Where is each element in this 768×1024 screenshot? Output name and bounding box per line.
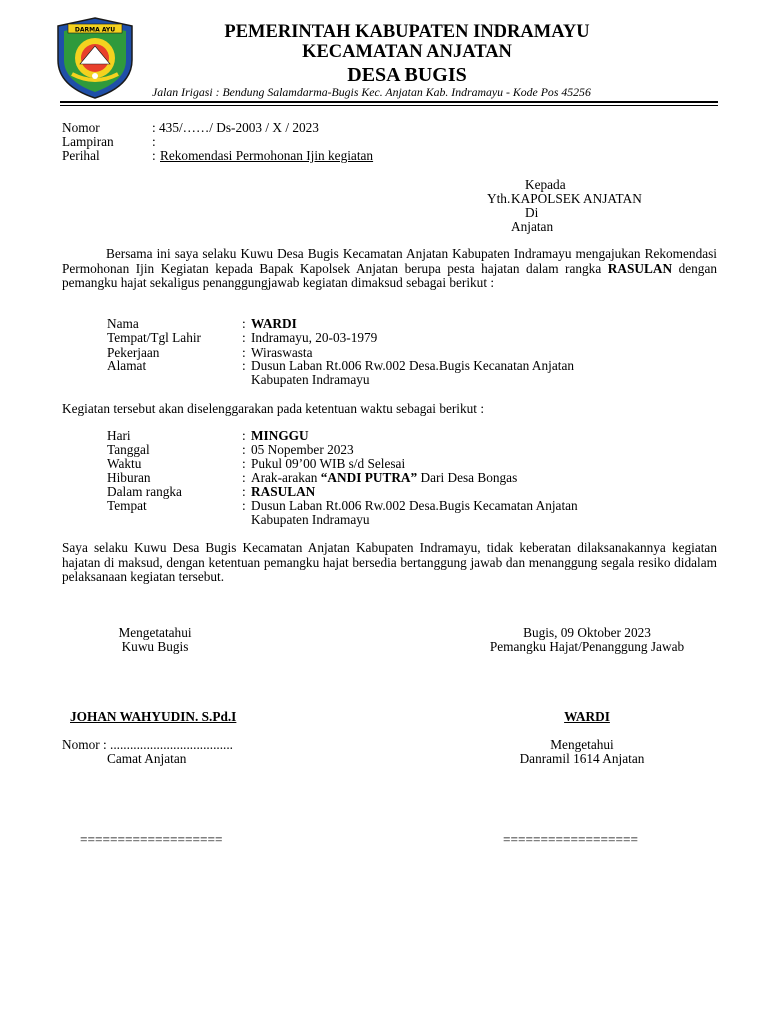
perihal-colon: :	[152, 148, 156, 163]
right-mengetahui: Mengetahui	[550, 737, 614, 752]
ttl-label: Tempat/Tgl Lahir	[107, 330, 201, 345]
recipient-place: Anjatan	[511, 219, 554, 234]
recipient-yth: Yth.	[487, 191, 511, 206]
right-title2: Pemangku Hajat/Penanggung Jawab	[489, 639, 685, 654]
left-camat: Camat Anjatan	[107, 751, 187, 766]
waktu-value: Pukul 09’00 WIB s/d Selesai	[251, 456, 406, 471]
tempat-value: Dusun Laban Rt.006 Rw.002 Desa.Bugis Kecamatan Anjatan	[251, 498, 578, 513]
intro-text-1: Bersama ini saya selaku Kuwu Desa Bugis Kecamatan Anjatan Kabupaten Indramayu mengajukan Rekomendasi Permohonan Ijin Kegiatan kepada Bapak Kapolsek Anjatan berupa pesta hajatan dalam rangka	[62, 246, 717, 276]
left-signer-name: JOHAN WAHYUDIN. S.Pd.I	[70, 709, 237, 724]
pekerjaan-label: Pekerjaan	[107, 345, 160, 360]
pekerjaan-value: Wiraswasta	[251, 345, 313, 360]
waktu-colon: :	[242, 456, 246, 471]
letterhead-line3: DESA BUGIS	[347, 64, 467, 86]
hiburan-colon: :	[242, 470, 246, 485]
intro-paragraph	[62, 247, 717, 291]
nomor-label: Nomor	[62, 120, 100, 135]
pekerjaan-colon: :	[242, 345, 246, 360]
event-intro: Kegiatan tersebut akan diselenggarakan pada ketentuan waktu sebagai berikut :	[62, 401, 485, 416]
logo-text: DARMA AYU	[74, 26, 116, 34]
hari-value: MINGGU	[251, 428, 309, 443]
right-signature-line: ==================	[503, 832, 638, 847]
lampiran-label: Lampiran	[62, 134, 114, 149]
intro-rasulan: RASULAN	[607, 260, 673, 276]
tempat-label: Tempat	[107, 498, 147, 513]
alamat-value: Dusun Laban Rt.006 Rw.002 Desa.Bugis Kecanatan Anjatan	[251, 358, 575, 373]
perihal-value: Rekomendasi Permohonan Ijin kegiatan	[160, 148, 374, 163]
hiburan-pre: Arak-arakan	[251, 470, 318, 485]
tanggal-value: 05 Nopember 2023	[251, 442, 354, 457]
nama-value: WARDI	[251, 316, 297, 331]
lampiran-value: :	[152, 134, 156, 149]
left-nomor: Nomor : .....................................	[62, 737, 234, 752]
right-danramil: Danramil 1614 Anjatan	[519, 751, 645, 766]
nama-colon: :	[242, 316, 246, 331]
nama-label: Nama	[107, 316, 139, 331]
hari-label: Hari	[107, 428, 131, 443]
tempat-value-line2: Kabupaten Indramayu	[251, 512, 370, 527]
letterhead-rule-thick	[60, 101, 718, 103]
alamat-colon: :	[242, 358, 246, 373]
letterhead-address: Jalan Irigasi : Bendung Salamdarma-Bugis Kec. Anjatan Kab. Indramayu - Kode Pos 45256	[152, 85, 591, 99]
rangka-colon: :	[242, 484, 246, 499]
perihal-label: Perihal	[62, 148, 100, 163]
hiburan-post: Dari Desa Bongas	[420, 470, 518, 485]
letterhead-line1: PEMERINTAH KABUPATEN INDRAMAYU	[224, 22, 590, 42]
ttl-colon: :	[242, 330, 246, 345]
right-title1: Bugis, 09 Oktober 2023	[523, 625, 651, 640]
right-signer-name: WARDI	[564, 709, 610, 724]
recipient-name: KAPOLSEK ANJATAN	[511, 191, 642, 206]
nomor-value: : 435/……/ Ds-2003 / X / 2023	[152, 120, 319, 135]
hari-colon: :	[242, 428, 246, 443]
rangka-value: RASULAN	[251, 484, 316, 499]
hiburan-performer: “ANDI PUTRA”	[320, 470, 418, 485]
intro-text-2: dengan pemangku hajat sekaligus penanggungjawab kegiatan dimaksud sebagai berikut :	[62, 260, 717, 291]
rangka-label: Dalam rangka	[107, 484, 182, 499]
alamat-value-line2: Kabupaten Indramayu	[251, 372, 370, 387]
letterhead-line2: KECAMATAN ANJATAN	[302, 42, 512, 62]
tempat-colon: :	[242, 498, 246, 513]
recipient-kepada: Kepada	[525, 177, 566, 192]
regency-emblem-icon	[54, 16, 136, 100]
alamat-label: Alamat	[107, 358, 147, 373]
recipient-di: Di	[525, 205, 539, 220]
left-title2: Kuwu Bugis	[121, 639, 189, 654]
ttl-value: Indramayu, 20-03-1979	[251, 330, 378, 345]
hiburan-label: Hiburan	[107, 470, 151, 485]
hiburan-value	[251, 470, 517, 485]
closing-paragraph: Saya selaku Kuwu Desa Bugis Kecamatan Anjatan Kabupaten Indramayu, tidak keberatan dilaksanakannya kegiatan hajatan di maksud, dengan ketentuan pemangku hajat bersedia bertanggung jawab dan menanggung segala resiko didalam pelaksanaan kegiatan tersebut.	[62, 540, 717, 585]
letterhead-rule-thin	[60, 105, 718, 106]
tanggal-colon: :	[242, 442, 246, 457]
left-title1: Mengetatahui	[118, 625, 192, 640]
tanggal-label: Tanggal	[107, 442, 150, 457]
waktu-label: Waktu	[107, 456, 142, 471]
left-signature-line: ===================	[80, 832, 223, 847]
